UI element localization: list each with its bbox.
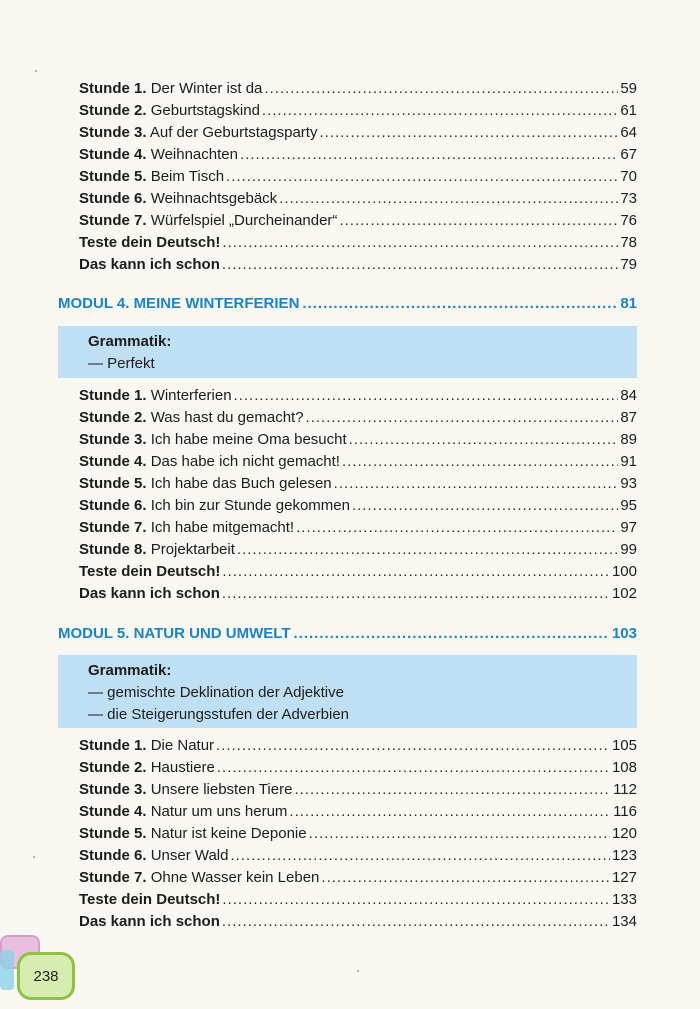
dot-leader <box>319 122 618 144</box>
dot-leader <box>234 385 619 407</box>
entry-page: 100 <box>611 563 637 580</box>
dot-leader <box>339 210 618 232</box>
entry-label: Das kann ich schon <box>79 913 220 930</box>
dot-leader <box>222 889 610 911</box>
dot-leader <box>289 801 611 823</box>
entry-label: Stunde 4. <box>79 453 147 470</box>
dot-leader <box>349 429 619 451</box>
entry-page: 120 <box>611 825 637 842</box>
toc-entry[interactable] <box>79 385 637 407</box>
entry-label: Stunde 3. <box>79 781 147 798</box>
toc-entry[interactable] <box>79 823 637 845</box>
entry-page: 61 <box>620 102 637 119</box>
dot-leader <box>216 735 610 757</box>
entry-label: Stunde 1. <box>79 80 147 97</box>
entry-title: Die Natur <box>150 737 215 754</box>
dot-leader <box>302 292 617 316</box>
entry-label: Teste dein Deutsch! <box>79 563 221 580</box>
entry-label: Stunde 3. <box>79 124 147 141</box>
dot-leader <box>231 845 610 867</box>
entry-label: Stunde 4. <box>79 146 147 163</box>
entry-page: 89 <box>620 431 637 448</box>
entry-title: Weihnachtsgebäck <box>150 190 278 207</box>
grammar-item: — Perfekt <box>88 355 155 372</box>
entry-label: Stunde 5. <box>79 168 147 185</box>
toc-entry[interactable] <box>79 166 637 188</box>
toc-entry[interactable] <box>79 911 637 933</box>
toc-entry[interactable] <box>79 254 637 276</box>
toc-entry[interactable] <box>79 78 637 100</box>
entry-label: Stunde 2. <box>79 102 147 119</box>
toc-entry[interactable] <box>79 539 637 561</box>
entry-page: 127 <box>611 869 637 886</box>
entry-title: Ich habe mitgemacht! <box>150 519 295 536</box>
entry-title: Projektarbeit <box>150 541 235 558</box>
grammar-box <box>58 655 637 728</box>
toc-entry[interactable] <box>79 801 637 823</box>
dot-leader <box>342 451 618 473</box>
module-title: MODUL 4. MEINE WINTERFERIEN <box>58 295 300 312</box>
entry-label: Stunde 6. <box>79 497 147 514</box>
entry-title: Ich habe meine Oma besucht <box>150 431 347 448</box>
entry-page: 73 <box>620 190 637 207</box>
toc-entry[interactable] <box>79 757 637 779</box>
entry-page: 134 <box>611 913 637 930</box>
entry-page: 102 <box>611 585 637 602</box>
entry-label: Teste dein Deutsch! <box>79 234 221 251</box>
dot-leader <box>279 188 618 210</box>
entry-label: Stunde 2. <box>79 409 147 426</box>
entry-label: Stunde 8. <box>79 541 147 558</box>
entry-label: Stunde 5. <box>79 475 147 492</box>
entry-title: Haustiere <box>150 759 215 776</box>
entry-title: Weihnachten <box>150 146 238 163</box>
entry-label: Stunde 1. <box>79 387 147 404</box>
toc-entry[interactable] <box>79 495 637 517</box>
dot-leader <box>222 583 610 605</box>
toc-entry[interactable] <box>79 561 637 583</box>
entry-page: 59 <box>620 80 637 97</box>
toc-entry[interactable] <box>79 100 637 122</box>
grammar-item: — die Steigerungsstufen der Adverbien <box>88 706 349 723</box>
entry-label: Stunde 6. <box>79 847 147 864</box>
grammar-box <box>58 326 637 378</box>
entry-title: Unser Wald <box>150 847 229 864</box>
dot-leader <box>222 232 618 254</box>
entry-label: Stunde 3. <box>79 431 147 448</box>
toc-entry[interactable] <box>79 210 637 232</box>
toc-entry[interactable] <box>79 517 637 539</box>
entry-label: Stunde 7. <box>79 212 147 229</box>
dot-leader <box>262 100 618 122</box>
entry-title: Natur ist keine Deponie <box>150 825 307 842</box>
entry-page: 133 <box>611 891 637 908</box>
entry-page: 84 <box>620 387 637 404</box>
dot-leader <box>309 823 610 845</box>
dot-leader <box>222 911 610 933</box>
entry-title: Ich bin zur Stunde gekommen <box>150 497 350 514</box>
toc-entry[interactable] <box>79 188 637 210</box>
entry-label: Das kann ich schon <box>79 256 220 273</box>
toc-entry[interactable] <box>79 867 637 889</box>
entry-title: Geburtstagskind <box>150 102 260 119</box>
toc-entry[interactable] <box>79 122 637 144</box>
dot-leader <box>296 517 618 539</box>
dot-leader <box>293 622 608 646</box>
entry-label: Stunde 5. <box>79 825 147 842</box>
entry-page: 67 <box>620 146 637 163</box>
dot-leader <box>334 473 619 495</box>
module-page: 81 <box>620 295 637 312</box>
entry-page: 91 <box>620 453 637 470</box>
entry-title: Natur um uns herum <box>150 803 288 820</box>
dot-leader <box>352 495 618 517</box>
entry-label: Das kann ich schon <box>79 585 220 602</box>
page-number: 238 <box>33 967 59 985</box>
entry-page: 99 <box>620 541 637 558</box>
entry-title: Ich habe das Buch gelesen <box>150 475 332 492</box>
entry-page: 76 <box>620 212 637 229</box>
entry-label: Stunde 4. <box>79 803 147 820</box>
dot-leader <box>226 166 618 188</box>
entry-label: Stunde 1. <box>79 737 147 754</box>
toc-entry[interactable] <box>79 144 637 166</box>
entry-page: 95 <box>620 497 637 514</box>
grammar-heading: Grammatik: <box>88 662 172 679</box>
entry-page: 93 <box>620 475 637 492</box>
page-number-badge <box>17 952 75 1000</box>
dot-leader <box>222 561 610 583</box>
entry-page: 97 <box>620 519 637 536</box>
entry-page: 79 <box>620 256 637 273</box>
entry-page: 64 <box>620 124 637 141</box>
toc-entry[interactable] <box>79 845 637 867</box>
module-page: 103 <box>611 625 637 642</box>
entry-page: 108 <box>611 759 637 776</box>
toc-entry[interactable] <box>79 473 637 495</box>
toc-entry[interactable] <box>79 232 637 254</box>
dot-leader <box>217 757 610 779</box>
entry-label: Stunde 7. <box>79 519 147 536</box>
entry-label: Stunde 6. <box>79 190 147 207</box>
entry-page: 78 <box>620 234 637 251</box>
entry-page: 123 <box>611 847 637 864</box>
toc-entry[interactable] <box>79 451 637 473</box>
module-title: MODUL 5. NATUR UND UMWELT <box>58 625 291 642</box>
paper-speck <box>357 970 359 972</box>
grammar-heading: Grammatik: <box>88 333 172 350</box>
dot-leader <box>240 144 618 166</box>
entry-label: Teste dein Deutsch! <box>79 891 221 908</box>
entry-label: Stunde 7. <box>79 869 147 886</box>
entry-title: Winterferien <box>150 387 232 404</box>
entry-title: Beim Tisch <box>150 168 225 185</box>
toc-entry[interactable] <box>79 407 637 429</box>
grammar-item: — gemischte Deklination der Adjektive <box>88 684 344 701</box>
toc-entry[interactable] <box>79 429 637 451</box>
entry-page: 105 <box>611 737 637 754</box>
toc-entry[interactable] <box>79 779 637 801</box>
entry-page: 70 <box>620 168 637 185</box>
entry-title: Unsere liebsten Tiere <box>150 781 293 798</box>
entry-title: Das habe ich nicht gemacht! <box>150 453 340 470</box>
entry-page: 116 <box>613 803 637 820</box>
dot-leader <box>306 407 619 429</box>
dot-leader <box>264 78 618 100</box>
entry-title: Was hast du gemacht? <box>150 409 304 426</box>
toc-entry[interactable] <box>79 583 637 605</box>
entry-page: 87 <box>620 409 637 426</box>
entry-label: Stunde 2. <box>79 759 147 776</box>
dot-leader <box>321 867 610 889</box>
entry-title: Der Winter ist da <box>150 80 263 97</box>
dot-leader <box>222 254 618 276</box>
module-heading[interactable] <box>58 622 637 646</box>
toc-entry[interactable] <box>79 735 637 757</box>
paper-speck <box>35 70 37 72</box>
paper-speck <box>33 856 35 858</box>
entry-page: 112 <box>613 781 637 798</box>
dot-leader <box>237 539 618 561</box>
dot-leader <box>294 779 611 801</box>
entry-title: Ohne Wasser kein Leben <box>150 869 320 886</box>
decorative-tab-stripe <box>0 950 14 990</box>
entry-title: Würfelspiel „Durcheinander“ <box>150 212 338 229</box>
entry-title: Auf der Geburtstagsparty <box>149 124 318 141</box>
module-heading[interactable] <box>58 292 637 316</box>
toc-entry[interactable] <box>79 889 637 911</box>
